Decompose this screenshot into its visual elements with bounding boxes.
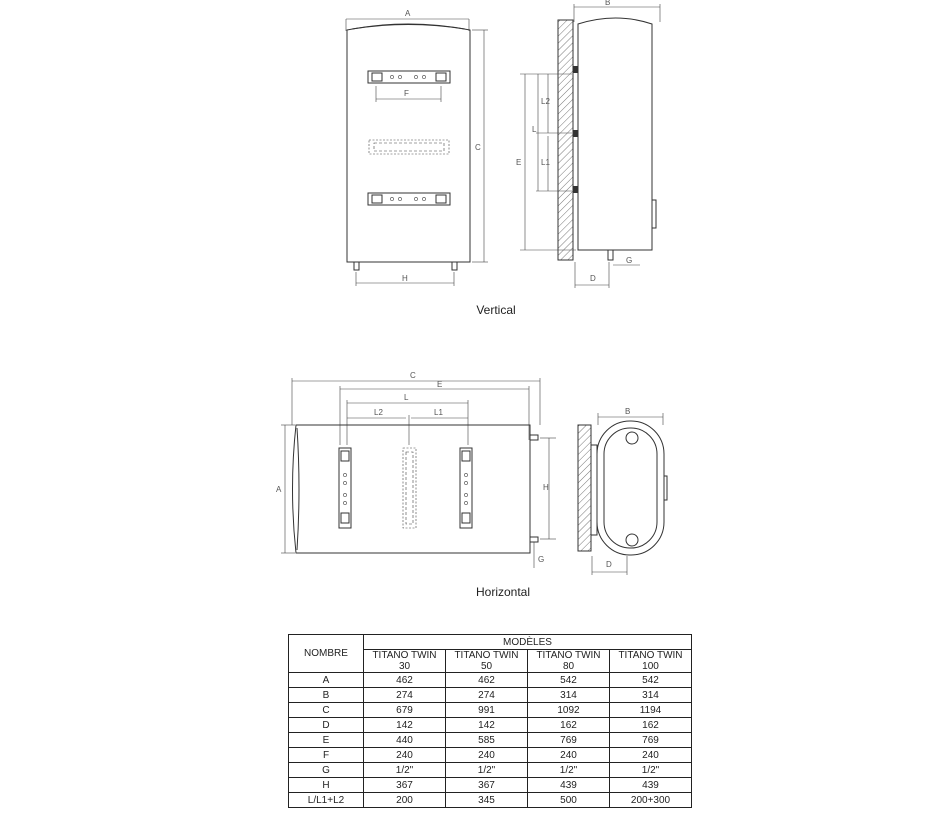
table-cell: 200+300 bbox=[610, 793, 692, 808]
row-label: D bbox=[289, 718, 364, 733]
vertical-front-view bbox=[346, 9, 488, 286]
header-model: TITANO TWIN 80 bbox=[528, 650, 610, 673]
dim-label-g-h: G bbox=[538, 555, 545, 564]
table-cell: 462 bbox=[446, 673, 528, 688]
dim-label-g: G bbox=[626, 256, 633, 265]
row-label: C bbox=[289, 703, 364, 718]
row-label: G bbox=[289, 763, 364, 778]
row-label: H bbox=[289, 778, 364, 793]
header-modeles: MODÈLES bbox=[364, 635, 692, 650]
header-model: TITANO TWIN 50 bbox=[446, 650, 528, 673]
dim-label-l-h: L bbox=[404, 393, 409, 402]
table-cell: 439 bbox=[528, 778, 610, 793]
dim-label-l2: L2 bbox=[541, 97, 550, 106]
table-cell: 1/2" bbox=[364, 763, 446, 778]
dim-label-f: F bbox=[404, 89, 409, 98]
dim-label-d-h: D bbox=[606, 560, 612, 569]
table-row bbox=[289, 778, 692, 793]
dim-label-l2-h: L2 bbox=[374, 408, 383, 417]
table-cell: 679 bbox=[364, 703, 446, 718]
header-nombre: NOMBRE bbox=[289, 635, 364, 673]
dim-label-a-h: A bbox=[276, 485, 282, 494]
table-row bbox=[289, 703, 692, 718]
table-cell: 1092 bbox=[528, 703, 610, 718]
table-cell: 1/2" bbox=[528, 763, 610, 778]
table-cell: 240 bbox=[528, 748, 610, 763]
dim-label-b-h: B bbox=[625, 407, 631, 416]
table-cell: 142 bbox=[446, 718, 528, 733]
table-cell: 200 bbox=[364, 793, 446, 808]
table-cell: 240 bbox=[610, 748, 692, 763]
table-cell: 769 bbox=[528, 733, 610, 748]
table-row bbox=[289, 673, 692, 688]
table-cell: 542 bbox=[610, 673, 692, 688]
vertical-side-view bbox=[516, 0, 660, 288]
dim-label-a: A bbox=[405, 9, 411, 18]
table-cell: 440 bbox=[364, 733, 446, 748]
table-cell: 439 bbox=[610, 778, 692, 793]
table-cell: 1/2" bbox=[610, 763, 692, 778]
table-cell: 162 bbox=[528, 718, 610, 733]
dimensions-table bbox=[288, 634, 692, 808]
table-cell: 142 bbox=[364, 718, 446, 733]
row-label: L/L1+L2 bbox=[289, 793, 364, 808]
row-label: A bbox=[289, 673, 364, 688]
table-cell: 542 bbox=[528, 673, 610, 688]
table-cell: 240 bbox=[446, 748, 528, 763]
horizontal-front-view bbox=[276, 371, 556, 568]
row-label: B bbox=[289, 688, 364, 703]
dim-label-e-h: E bbox=[437, 380, 443, 389]
table-row bbox=[289, 688, 692, 703]
table-row bbox=[289, 718, 692, 733]
table-cell: 240 bbox=[364, 748, 446, 763]
header-model: TITANO TWIN 100 bbox=[610, 650, 692, 673]
dim-label-h: H bbox=[402, 274, 408, 283]
table-row bbox=[289, 733, 692, 748]
table-cell: 585 bbox=[446, 733, 528, 748]
table-cell: 274 bbox=[364, 688, 446, 703]
dim-label-h-h: H bbox=[543, 483, 549, 492]
table-cell: 345 bbox=[446, 793, 528, 808]
table-cell: 1/2" bbox=[446, 763, 528, 778]
dim-label-c-h: C bbox=[410, 371, 416, 380]
dim-label-l1-h: L1 bbox=[434, 408, 443, 417]
table-row bbox=[289, 793, 692, 808]
table-cell: 462 bbox=[364, 673, 446, 688]
row-label: E bbox=[289, 733, 364, 748]
dim-label-e: E bbox=[516, 158, 522, 167]
table-row bbox=[289, 748, 692, 763]
table-cell: 367 bbox=[364, 778, 446, 793]
table-cell: 1194 bbox=[610, 703, 692, 718]
table-cell: 162 bbox=[610, 718, 692, 733]
table-cell: 991 bbox=[446, 703, 528, 718]
header-model: TITANO TWIN 30 bbox=[364, 650, 446, 673]
table-cell: 314 bbox=[610, 688, 692, 703]
dim-label-l: L bbox=[532, 125, 537, 134]
table-cell: 367 bbox=[446, 778, 528, 793]
table-cell: 500 bbox=[528, 793, 610, 808]
table-row bbox=[289, 763, 692, 778]
table-cell: 274 bbox=[446, 688, 528, 703]
caption-horizontal: Horizontal bbox=[475, 585, 531, 599]
table-cell: 769 bbox=[610, 733, 692, 748]
dim-label-b: B bbox=[605, 0, 611, 7]
table-cell: 314 bbox=[528, 688, 610, 703]
dim-label-l1: L1 bbox=[541, 158, 550, 167]
row-label: F bbox=[289, 748, 364, 763]
horizontal-side-view bbox=[578, 407, 667, 575]
dim-label-c: C bbox=[475, 143, 481, 152]
caption-vertical: Vertical bbox=[476, 303, 516, 317]
dim-label-d: D bbox=[590, 274, 596, 283]
